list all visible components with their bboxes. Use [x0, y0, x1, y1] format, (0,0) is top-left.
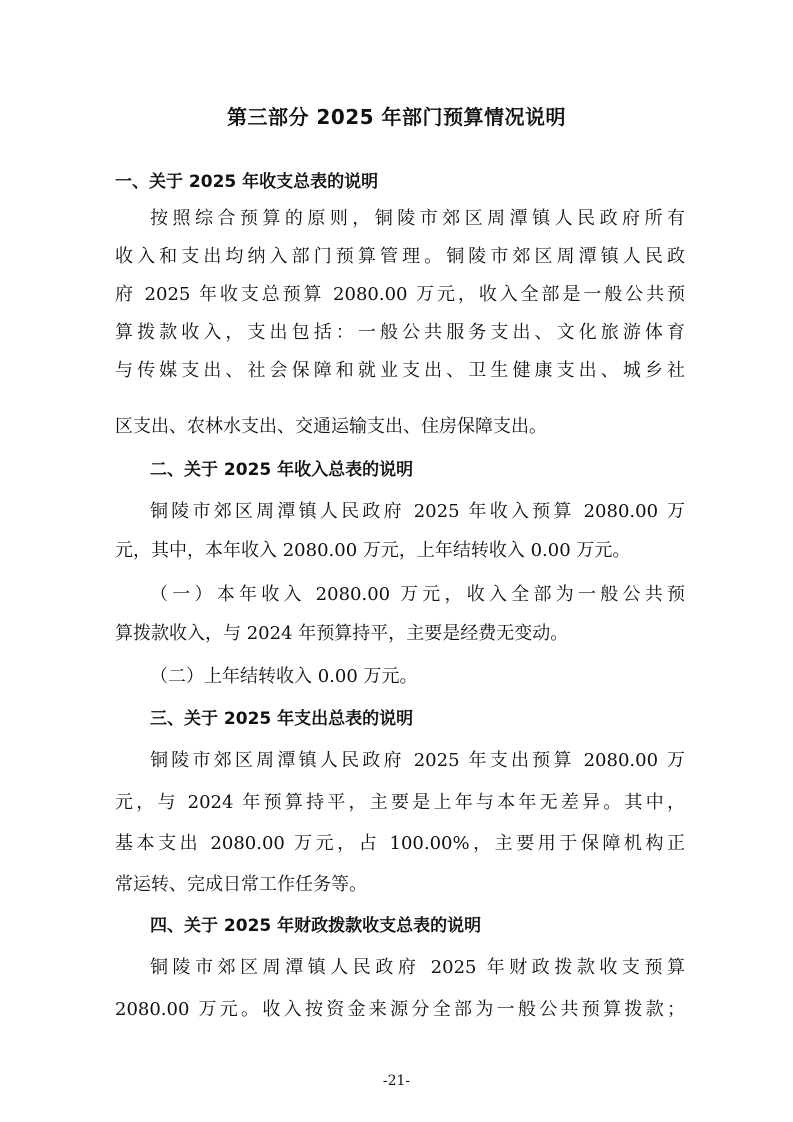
paragraph-line: 铜陵市郊区周潭镇人民政府 2025 年收入预算 2080.00 万 — [150, 501, 685, 522]
section-heading-4: 四、关于 2025 年财政拨款收支总表的说明 — [150, 916, 482, 936]
paragraph-line: 元，其中，本年收入 2080.00 万元，上年结转收入 0.00 万元。 — [115, 540, 631, 561]
paragraph-line: 铜陵市郊区周潭镇人民政府 2025 年支出预算 2080.00 万 — [150, 750, 685, 771]
page-number: -21- — [382, 1073, 411, 1089]
paragraph-line: 铜陵市郊区周潭镇人民政府 2025 年财政拨款收支预算 — [150, 957, 685, 978]
paragraph-line: 与传媒支出、社会保障和就业支出、卫生健康支出、城乡社 — [115, 360, 685, 381]
paragraph-line: 区支出、农林水支出、交通运输支出、住房保障支出。 — [115, 416, 547, 437]
page-title: 第三部分 2025 年部门预算情况说明 — [226, 105, 567, 129]
paragraph-line: 收入和支出均纳入部门预算管理。铜陵市郊区周潭镇人民政 — [115, 246, 685, 267]
paragraph-line: 基本支出 2080.00 万元，占 100.00%，主要用于保障机构正 — [115, 833, 685, 854]
paragraph-line: （一）本年收入 2080.00 万元，收入全部为一般公共预 — [150, 584, 685, 605]
paragraph-line: 按照综合预算的原则，铜陵市郊区周潭镇人民政府所有 — [150, 208, 685, 229]
paragraph-line: 元，与 2024 年预算持平，主要是上年与本年无差异。其中， — [115, 792, 685, 813]
section-heading-1: 一、关于 2025 年收支总表的说明 — [115, 172, 379, 192]
section-heading-3: 三、关于 2025 年支出总表的说明 — [150, 709, 414, 729]
paragraph-line: 府 2025 年收支总预算 2080.00 万元，收入全部是一般公共预 — [115, 284, 685, 305]
section-heading-2: 二、关于 2025 年收入总表的说明 — [150, 460, 414, 480]
paragraph-line: 算拨款收入，支出包括：一般公共服务支出、文化旅游体育 — [115, 322, 685, 343]
paragraph-line: 2080.00 万元。收入按资金来源分全部为一般公共预算拨款； — [115, 999, 685, 1020]
paragraph-line: 算拨款收入，与 2024 年预算持平，主要是经费无变动。 — [115, 623, 569, 644]
paragraph-line: 常运转、完成日常工作任务等。 — [115, 874, 367, 895]
paragraph-line: （二）上年结转收入 0.00 万元。 — [150, 666, 418, 687]
